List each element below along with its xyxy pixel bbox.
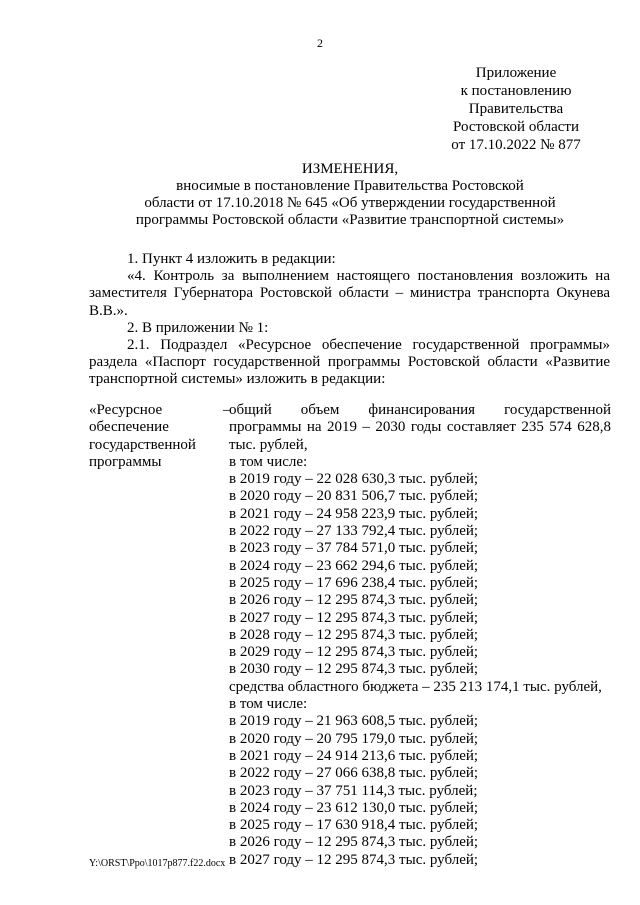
year-line: в 2023 году – 37 751 114,3 тыс. рублей;	[229, 782, 478, 799]
regional-budget-line: средства областного бюджета – 235 213 174,1 тыс. рублей,	[229, 678, 602, 695]
table-label: «Ресурсное обеспечение государственной программы	[89, 402, 196, 470]
year-line: в 2019 году – 21 963 608,5 тыс. рублей;	[229, 713, 479, 730]
appendix-block	[430, 64, 602, 154]
appendix-line: Приложение	[475, 65, 557, 81]
year-line: в 2023 году – 37 784 571,0 тыс. рублей;	[229, 540, 479, 557]
including-line: в том числе:	[229, 696, 308, 713]
year-line: в 2020 году – 20 795 179,0 тыс. рублей;	[229, 730, 479, 747]
year-line: в 2026 году – 12 295 874,3 тыс. рублей;	[229, 592, 479, 609]
year-line: в 2022 году – 27 133 792,4 тыс. рублей;	[229, 523, 479, 540]
appendix-line: Ростовской области	[453, 119, 579, 135]
paragraph-1: 1. Пункт 4 изложить в редакции:	[127, 251, 336, 267]
year-line: в 2025 году – 17 696 238,4 тыс. рублей;	[229, 574, 479, 591]
year-line: в 2021 году – 24 958 223,9 тыс. рублей;	[229, 505, 479, 522]
appendix-line: от 17.10.2022 № 877	[451, 137, 581, 153]
document-title	[90, 161, 610, 229]
year-line: в 2025 году – 17 630 918,4 тыс. рублей;	[229, 817, 479, 834]
year-line: в 2029 году – 12 295 874,3 тыс. рублей;	[229, 644, 479, 661]
year-line: в 2024 году – 23 662 294,6 тыс. рублей;	[229, 557, 479, 574]
title-heading: ИЗМЕНЕНИЯ,	[301, 161, 399, 177]
table-content	[229, 402, 611, 869]
paragraph-3: 2. В приложении № 1:	[127, 319, 269, 336]
paragraph-2: «4. Контроль за выполнением настоящего постановления возложить на заместителя Губернатора Ростовской области – министра транспорта Окунева В.В.».	[89, 268, 610, 319]
total-financing-line: общий объем финансирования государственной программы на 2019 – 2030 годы составляет 235 574 628,8 тыс. рублей,	[229, 402, 611, 453]
including-line: в том числе:	[229, 453, 308, 470]
year-line: в 2027 году – 12 295 874,3 тыс. рублей;	[229, 851, 479, 868]
year-line: в 2028 году – 12 295 874,3 тыс. рублей;	[229, 626, 479, 643]
year-line: в 2019 году – 22 028 630,3 тыс. рублей;	[229, 471, 479, 488]
file-path-footer: Y:\ORST\Ppo\1017p877.f22.docx	[89, 858, 226, 869]
year-line: в 2020 году – 20 831 506,7 тыс. рублей;	[229, 488, 479, 505]
paragraph-4: 2.1. Подраздел «Ресурсное обеспечение государственной программы» раздела «Паспорт государственной программы Ростовской области «Развитие транспортной системы» изложить в редакции:	[89, 337, 610, 388]
year-line: в 2027 году – 12 295 874,3 тыс. рублей;	[229, 609, 479, 626]
year-line: в 2021 году – 24 914 213,6 тыс. рублей;	[229, 747, 479, 764]
title-line: вносимые в постановление Правительства Ростовской	[176, 178, 524, 194]
year-line: в 2024 году – 23 612 130,0 тыс. рублей;	[229, 799, 479, 816]
year-line: в 2022 году – 27 066 638,8 тыс. рублей;	[229, 765, 479, 782]
table-dash: –	[223, 402, 231, 418]
title-line: программы Ростовской области «Развитие транспортной системы»	[135, 212, 565, 228]
document-body	[89, 251, 610, 389]
page-number: 2	[317, 36, 323, 50]
appendix-line: Правительства	[468, 101, 564, 117]
year-line: в 2026 году – 12 295 874,3 тыс. рублей;	[229, 834, 479, 851]
year-line: в 2030 году – 12 295 874,3 тыс. рублей;	[229, 661, 479, 678]
appendix-line: к постановлению	[460, 83, 572, 99]
title-line: области от 17.10.2018 № 645 «Об утверждении государственной	[144, 195, 556, 211]
